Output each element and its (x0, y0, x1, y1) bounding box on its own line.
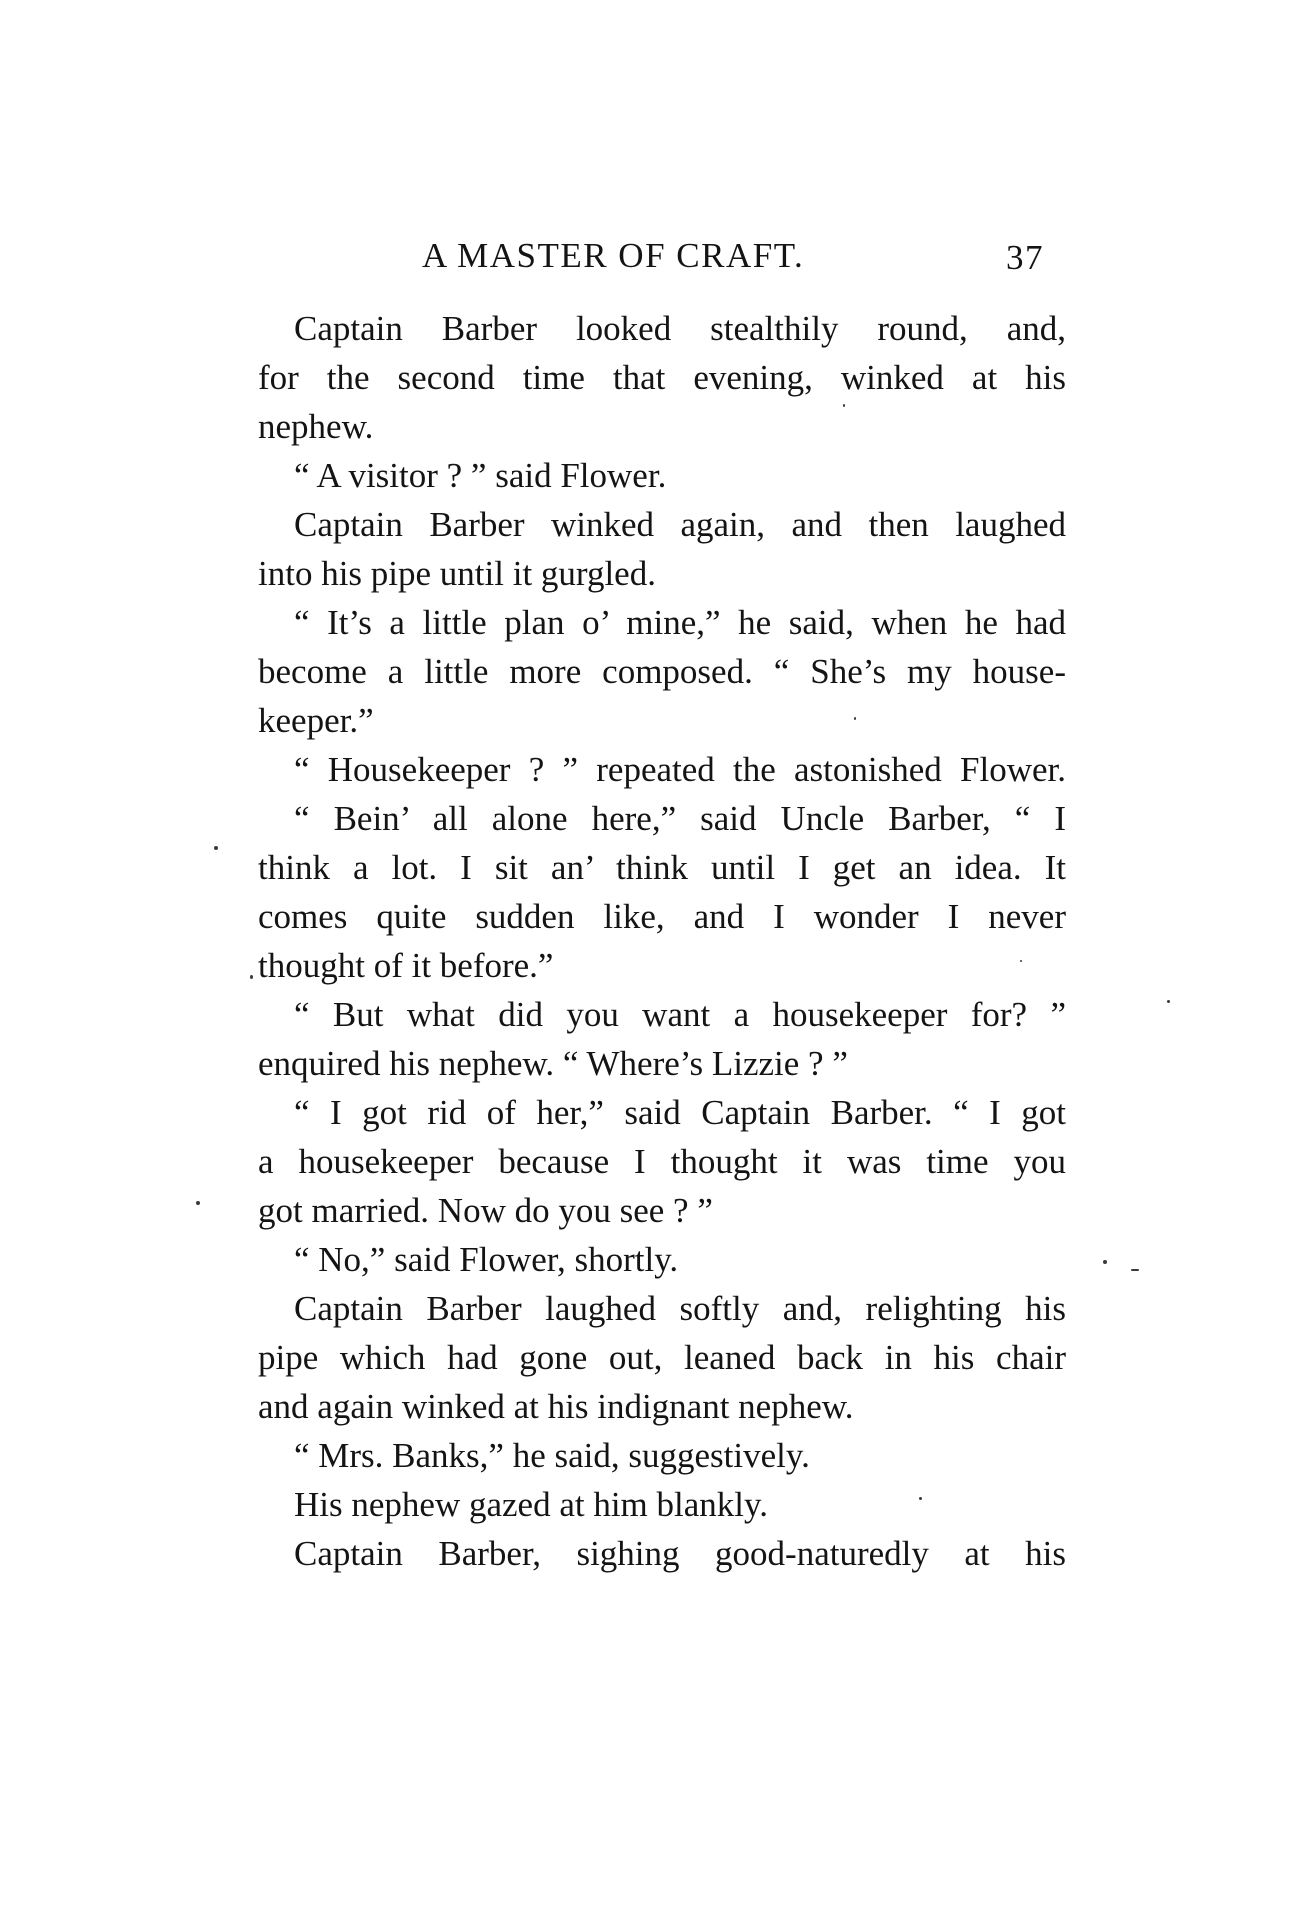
text-line: pipe which had gone out, leaned back in his chair (258, 1338, 1066, 1377)
text-line: keeper.” (258, 701, 374, 740)
scan-speck (1131, 1269, 1139, 1271)
text-line: enquired his nephew. “ Where’s Lizzie ? ” (258, 1044, 848, 1083)
text-line: “ Housekeeper ? ” repeated the astonished Flower. (294, 750, 1066, 789)
text-line: comes quite sudden like, and I wonder I never (258, 897, 1066, 936)
running-head-title: A MASTER OF CRAFT. (422, 236, 805, 275)
scan-speck (854, 717, 856, 720)
text-line: Captain Barber looked stealthily round, and, (294, 309, 1066, 348)
scan-speck (919, 1497, 922, 1500)
text-line: “ But what did you want a housekeeper for? ” (294, 995, 1066, 1034)
paragraph (258, 1284, 1066, 1431)
text-line: “ It’s a little plan o’ mine,” he said, when he had (294, 603, 1066, 642)
paragraph (258, 1088, 1066, 1235)
paragraph (258, 794, 1066, 990)
scan-speck (250, 975, 253, 979)
text-line: for the second time that evening, winked at his (258, 358, 1066, 397)
text-line: nephew. (258, 407, 374, 446)
paragraph (258, 304, 1066, 451)
text-line: into his pipe until it gurgled. (258, 554, 656, 593)
text-line: Captain Barber winked again, and then laughed (294, 505, 1066, 544)
scan-speck (196, 1201, 200, 1205)
paragraph (258, 1235, 1066, 1284)
text-line: “ I got rid of her,” said Captain Barber. “ I got (294, 1093, 1066, 1132)
text-line: thought of it before.” (258, 946, 554, 985)
text-line: His nephew gazed at him blankly. (294, 1485, 768, 1524)
text-line: “ Mrs. Banks,” he said, suggestively. (294, 1436, 810, 1475)
text-line: and again winked at his indignant nephew. (258, 1387, 854, 1426)
paragraph (258, 990, 1066, 1088)
paragraph (258, 451, 1066, 500)
page-number: 37 (1006, 238, 1044, 277)
paragraph (258, 1480, 1066, 1529)
text-line: “ No,” said Flower, shortly. (294, 1240, 679, 1279)
scan-speck (214, 846, 218, 850)
scan-speck (843, 404, 845, 407)
text-line: Captain Barber laughed softly and, relighting his (294, 1289, 1066, 1328)
text-line: got married. Now do you see ? ” (258, 1191, 713, 1230)
paragraph (258, 500, 1066, 598)
paragraph (258, 598, 1066, 745)
paragraph (258, 745, 1066, 794)
text-line: “ Bein’ all alone here,” said Uncle Barber, “ I (294, 799, 1066, 838)
running-head (262, 236, 1062, 286)
scan-speck (1020, 960, 1022, 962)
text-line: think a lot. I sit an’ think until I get an idea. It (258, 848, 1066, 887)
paragraph (258, 1431, 1066, 1480)
text-line: become a little more composed. “ She’s my house- (258, 652, 1066, 691)
scan-speck (1103, 1260, 1107, 1264)
scan-speck (1167, 1000, 1170, 1003)
text-line: Captain Barber, sighing good-naturedly at his (294, 1534, 1066, 1573)
text-line: a housekeeper because I thought it was time you (258, 1142, 1066, 1181)
paragraph (258, 1529, 1066, 1578)
text-line: “ A visitor ? ” said Flower. (294, 456, 667, 495)
body-text (258, 304, 1066, 1578)
